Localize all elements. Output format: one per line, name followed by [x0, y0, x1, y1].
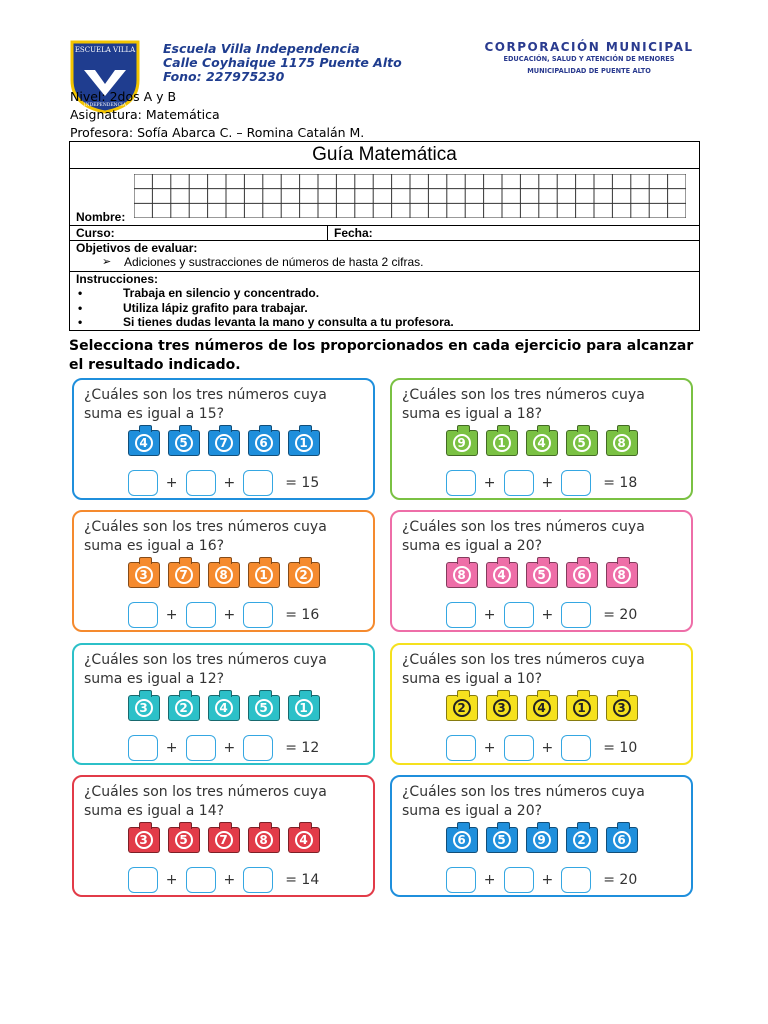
- number-block[interactable]: [526, 430, 558, 456]
- plus-sign: +: [223, 872, 236, 888]
- block-tab: [179, 690, 192, 697]
- answer-box[interactable]: [243, 602, 273, 628]
- block-number: 8: [453, 566, 471, 584]
- block-tab: [219, 690, 232, 697]
- number-block[interactable]: [168, 695, 200, 721]
- block-number: 5: [175, 831, 193, 849]
- exercise-question: [402, 518, 645, 556]
- answer-box[interactable]: [186, 602, 216, 628]
- number-blocks: [392, 430, 691, 456]
- block-tab: [537, 690, 550, 697]
- objetivos-label: Objetivos de evaluar:: [76, 241, 198, 255]
- question-line: ¿Cuáles son los tres números cuya: [84, 387, 327, 403]
- block-number: 6: [255, 434, 273, 452]
- answer-box[interactable]: [504, 867, 534, 893]
- block-number: 1: [493, 434, 511, 452]
- number-block[interactable]: [486, 430, 518, 456]
- exercise-card: [390, 510, 693, 632]
- block-tab: [139, 690, 152, 697]
- block-number: 3: [135, 831, 153, 849]
- number-block[interactable]: [208, 827, 240, 853]
- number-block[interactable]: [208, 430, 240, 456]
- number-block[interactable]: [288, 827, 320, 853]
- block-tab: [219, 557, 232, 564]
- plus-sign: +: [541, 740, 554, 756]
- block-tab: [219, 425, 232, 432]
- number-block[interactable]: [128, 827, 160, 853]
- block-tab: [179, 557, 192, 564]
- nombre-label: Nombre:: [76, 210, 126, 224]
- block-number: 7: [175, 566, 193, 584]
- block-tab: [617, 690, 630, 697]
- block-number: 4: [135, 434, 153, 452]
- plus-sign: +: [483, 740, 496, 756]
- logo-text-bottom: INDEPENDENCIA: [83, 103, 127, 108]
- equation-row: [74, 602, 373, 628]
- exercise-question: [84, 783, 327, 821]
- block-number: 3: [135, 566, 153, 584]
- number-blocks: [74, 562, 373, 588]
- block-tab: [299, 822, 312, 829]
- plus-sign: +: [223, 740, 236, 756]
- block-tab: [259, 425, 272, 432]
- block-tab: [537, 425, 550, 432]
- number-block[interactable]: [168, 562, 200, 588]
- block-tab: [457, 822, 470, 829]
- number-block[interactable]: [248, 430, 280, 456]
- number-block[interactable]: [128, 562, 160, 588]
- plus-sign: +: [483, 872, 496, 888]
- block-tab: [299, 557, 312, 564]
- block-number: 8: [613, 566, 631, 584]
- number-blocks: [392, 562, 691, 588]
- equation-row: [392, 470, 691, 496]
- number-block[interactable]: [128, 695, 160, 721]
- block-number: 5: [573, 434, 591, 452]
- exercise-question: [84, 518, 327, 556]
- block-tab: [577, 425, 590, 432]
- number-block[interactable]: [486, 695, 518, 721]
- question-line: suma es igual a 14?: [84, 803, 225, 819]
- school-address: Calle Coyhaique 1175 Puente Alto: [163, 55, 402, 70]
- number-blocks: [74, 430, 373, 456]
- name-letter-grid[interactable]: [134, 174, 686, 218]
- number-block[interactable]: [446, 695, 478, 721]
- block-number: 4: [295, 831, 313, 849]
- number-block[interactable]: [288, 562, 320, 588]
- block-number: 8: [255, 831, 273, 849]
- number-block[interactable]: [208, 562, 240, 588]
- block-tab: [139, 425, 152, 432]
- equation-result: = 20: [603, 872, 638, 888]
- block-number: 2: [453, 699, 471, 717]
- number-block[interactable]: [208, 695, 240, 721]
- answer-box[interactable]: [186, 867, 216, 893]
- answer-box[interactable]: [243, 867, 273, 893]
- instrucciones-cell: [70, 272, 700, 331]
- block-tab: [219, 822, 232, 829]
- question-line: ¿Cuáles son los tres números cuya: [402, 784, 645, 800]
- answer-box[interactable]: [561, 735, 591, 761]
- answer-box[interactable]: [504, 602, 534, 628]
- number-blocks: [74, 695, 373, 721]
- objetivo-item: [76, 255, 693, 269]
- block-number: 1: [295, 434, 313, 452]
- number-block[interactable]: [566, 562, 598, 588]
- block-tab: [497, 822, 510, 829]
- block-number: 2: [175, 699, 193, 717]
- plus-sign: +: [223, 607, 236, 623]
- number-block[interactable]: [526, 562, 558, 588]
- answer-box[interactable]: [446, 602, 476, 628]
- equation-row: [74, 735, 373, 761]
- number-blocks: [392, 827, 691, 853]
- block-tab: [457, 690, 470, 697]
- exercise-instruction: Selecciona tres números de los proporcionados en cada ejercicio para alcanzar el resultado indicado.: [69, 338, 694, 373]
- block-number: 8: [613, 434, 631, 452]
- block-tab: [497, 690, 510, 697]
- exercise-question: [84, 651, 327, 689]
- exercise-card: [390, 643, 693, 765]
- number-block[interactable]: [486, 827, 518, 853]
- block-number: 7: [215, 831, 233, 849]
- number-block[interactable]: [566, 430, 598, 456]
- document-meta: [70, 88, 364, 142]
- plus-sign: +: [223, 475, 236, 491]
- block-number: 5: [533, 566, 551, 584]
- number-block[interactable]: [486, 562, 518, 588]
- equation-row: [392, 735, 691, 761]
- question-line: suma es igual a 18?: [402, 406, 543, 422]
- number-block[interactable]: [526, 695, 558, 721]
- answer-box[interactable]: [561, 470, 591, 496]
- number-block[interactable]: [288, 695, 320, 721]
- block-number: 1: [255, 566, 273, 584]
- answer-box[interactable]: [446, 470, 476, 496]
- block-number: 4: [533, 699, 551, 717]
- block-tab: [259, 690, 272, 697]
- block-tab: [577, 690, 590, 697]
- block-tab: [299, 690, 312, 697]
- plus-sign: +: [165, 740, 178, 756]
- block-number: 4: [215, 699, 233, 717]
- question-line: ¿Cuáles son los tres números cuya: [84, 519, 327, 535]
- question-line: suma es igual a 10?: [402, 671, 543, 687]
- number-block[interactable]: [248, 827, 280, 853]
- number-block[interactable]: [168, 827, 200, 853]
- block-tab: [179, 425, 192, 432]
- block-tab: [537, 557, 550, 564]
- block-number: 6: [573, 566, 591, 584]
- equation-row: [392, 602, 691, 628]
- block-number: 4: [493, 566, 511, 584]
- number-block[interactable]: [446, 827, 478, 853]
- page-title: Guía Matemática: [70, 142, 700, 169]
- block-tab: [259, 557, 272, 564]
- block-tab: [497, 557, 510, 564]
- number-blocks: [74, 827, 373, 853]
- objetivo-text: Adiciones y sustracciones de números de hasta 2 cifras.: [124, 255, 424, 269]
- objetivos-cell: [70, 241, 700, 272]
- exercise-question: [402, 651, 645, 689]
- equation-result: = 16: [285, 607, 320, 623]
- block-number: 5: [493, 831, 511, 849]
- school-name: Escuela Villa Independencia: [163, 41, 360, 56]
- number-block[interactable]: [606, 562, 638, 588]
- exercise-card: [72, 775, 375, 897]
- block-tab: [139, 557, 152, 564]
- corp-muni: MUNICIPALIDAD DE PUENTE ALTO: [527, 67, 651, 75]
- block-number: 8: [215, 566, 233, 584]
- fecha-field[interactable]: Fecha:: [328, 226, 700, 241]
- block-tab: [537, 822, 550, 829]
- block-number: 3: [613, 699, 631, 717]
- question-line: ¿Cuáles son los tres números cuya: [402, 652, 645, 668]
- plus-sign: +: [541, 607, 554, 623]
- question-line: suma es igual a 12?: [84, 671, 225, 687]
- equation-result: = 15: [285, 475, 320, 491]
- answer-box[interactable]: [446, 735, 476, 761]
- logo-text-top: ESCUELA VILLA: [74, 46, 136, 54]
- exercise-card: [72, 378, 375, 500]
- question-line: suma es igual a 16?: [84, 538, 225, 554]
- equation-result: = 20: [603, 607, 638, 623]
- equation-row: [74, 867, 373, 893]
- answer-box[interactable]: [504, 735, 534, 761]
- block-number: 9: [453, 434, 471, 452]
- question-line: ¿Cuáles son los tres números cuya: [84, 652, 327, 668]
- number-block[interactable]: [128, 430, 160, 456]
- block-tab: [497, 425, 510, 432]
- number-block[interactable]: [606, 430, 638, 456]
- instruccion-item: • Si tienes dudas levanta la mano y consulta a tu profesora.: [76, 315, 693, 330]
- instrucciones-label: Instrucciones:: [76, 272, 159, 286]
- number-blocks: [392, 695, 691, 721]
- answer-box[interactable]: [128, 867, 158, 893]
- number-block[interactable]: [446, 430, 478, 456]
- school-info: [163, 42, 402, 84]
- exercise-card: [72, 643, 375, 765]
- answer-box[interactable]: [128, 735, 158, 761]
- block-number: 6: [453, 831, 471, 849]
- asignatura-line: Asignatura: Matemática: [70, 107, 220, 122]
- corp-subtitle: EDUCACIÓN, SALUD Y ATENCIÓN DE MENORES: [503, 55, 675, 63]
- plus-sign: +: [483, 475, 496, 491]
- number-block[interactable]: [248, 562, 280, 588]
- equation-row: [392, 867, 691, 893]
- plus-sign: +: [541, 475, 554, 491]
- block-number: 5: [255, 699, 273, 717]
- corp-title: CORPORACIÓN MUNICIPAL: [484, 40, 694, 54]
- block-number: 2: [573, 831, 591, 849]
- number-block[interactable]: [566, 695, 598, 721]
- number-block[interactable]: [288, 430, 320, 456]
- block-tab: [617, 822, 630, 829]
- instruccion-item: • Utiliza lápiz grafito para trabajar.: [76, 301, 693, 316]
- question-line: suma es igual a 20?: [402, 803, 543, 819]
- number-block[interactable]: [526, 827, 558, 853]
- school-phone: Fono: 227975230: [163, 69, 285, 84]
- answer-box[interactable]: [561, 602, 591, 628]
- answer-box[interactable]: [128, 602, 158, 628]
- number-block[interactable]: [168, 430, 200, 456]
- block-tab: [179, 822, 192, 829]
- instrucciones-list: [76, 286, 693, 330]
- answer-box[interactable]: [243, 470, 273, 496]
- block-number: 1: [295, 699, 313, 717]
- block-number: 5: [175, 434, 193, 452]
- exercise-question: [84, 386, 327, 424]
- profesora-line: Profesora: Sofía Abarca C. – Romina Catalán M.: [70, 125, 365, 140]
- exercise-card: [72, 510, 375, 632]
- answer-box[interactable]: [561, 867, 591, 893]
- block-number: 3: [493, 699, 511, 717]
- equation-result: = 10: [603, 740, 638, 756]
- block-tab: [457, 425, 470, 432]
- block-number: 2: [295, 566, 313, 584]
- block-number: 7: [215, 434, 233, 452]
- number-block[interactable]: [606, 827, 638, 853]
- question-line: suma es igual a 20?: [402, 538, 543, 554]
- block-tab: [577, 822, 590, 829]
- exercise-card: [390, 775, 693, 897]
- plus-sign: +: [541, 872, 554, 888]
- exercise-card: [390, 378, 693, 500]
- block-tab: [617, 557, 630, 564]
- question-line: ¿Cuáles son los tres números cuya: [402, 519, 645, 535]
- instruccion-item: • Trabaja en silencio y concentrado.: [76, 286, 693, 301]
- question-line: ¿Cuáles son los tres números cuya: [84, 784, 327, 800]
- block-tab: [299, 425, 312, 432]
- answer-box[interactable]: [186, 470, 216, 496]
- nivel-line: Nivel: 2dos A y B: [70, 89, 177, 104]
- plus-sign: +: [165, 607, 178, 623]
- answer-box[interactable]: [243, 735, 273, 761]
- equation-result: = 18: [603, 475, 638, 491]
- equation-result: = 14: [285, 872, 320, 888]
- answer-box[interactable]: [186, 735, 216, 761]
- plus-sign: +: [165, 872, 178, 888]
- answer-box[interactable]: [128, 470, 158, 496]
- number-block[interactable]: [248, 695, 280, 721]
- name-row: [70, 169, 700, 226]
- block-tab: [617, 425, 630, 432]
- corporation-logo: [484, 40, 694, 75]
- answer-box[interactable]: [504, 470, 534, 496]
- equation-row: [74, 470, 373, 496]
- block-tab: [259, 822, 272, 829]
- block-tab: [457, 557, 470, 564]
- student-form: [69, 141, 700, 331]
- block-number: 4: [533, 434, 551, 452]
- number-block[interactable]: [606, 695, 638, 721]
- block-tab: [577, 557, 590, 564]
- question-line: suma es igual a 15?: [84, 406, 225, 422]
- question-line: ¿Cuáles son los tres números cuya: [402, 387, 645, 403]
- block-tab: [139, 822, 152, 829]
- equation-result: = 12: [285, 740, 320, 756]
- block-number: 9: [533, 831, 551, 849]
- block-number: 6: [613, 831, 631, 849]
- answer-box[interactable]: [446, 867, 476, 893]
- block-number: 1: [573, 699, 591, 717]
- exercise-question: [402, 783, 645, 821]
- plus-sign: +: [165, 475, 178, 491]
- block-number: 3: [135, 699, 153, 717]
- exercise-question: [402, 386, 645, 424]
- number-block[interactable]: [566, 827, 598, 853]
- curso-field[interactable]: Curso:: [70, 226, 328, 241]
- plus-sign: +: [483, 607, 496, 623]
- number-block[interactable]: [446, 562, 478, 588]
